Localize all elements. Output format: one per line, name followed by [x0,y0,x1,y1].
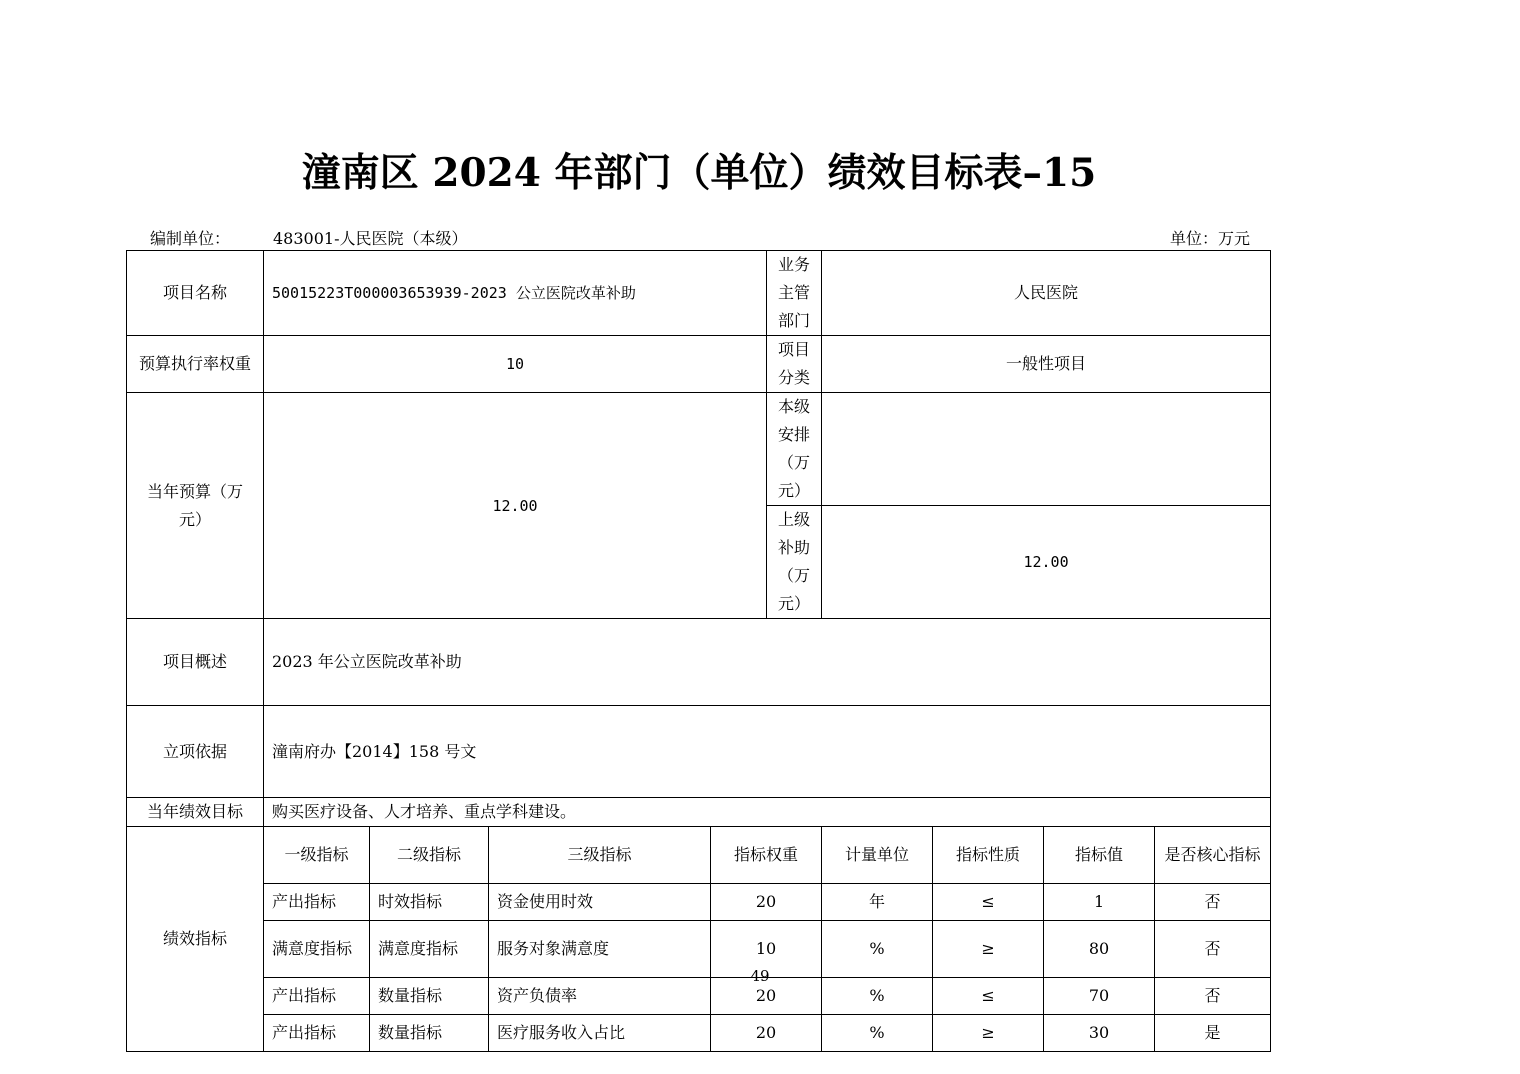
indicator-nature: ≤ [933,978,1044,1015]
indicator-level2: 数量指标 [370,978,489,1015]
document-title: 潼南区 2024 年部门（单位）绩效目标表–15 [301,150,1097,196]
weight-label: 预算执行率权重 [127,336,264,393]
header-weight: 指标权重 [711,827,822,884]
header-core: 是否核心指标 [1155,827,1271,884]
indicators-label: 绩效指标 [127,827,264,1052]
local-value [822,393,1271,506]
indicator-level2: 数量指标 [370,1015,489,1052]
header-level1: 一级指标 [264,827,370,884]
basis-value: 潼南府办【2014】158 号文 [264,706,1271,798]
indicator-level1: 产出指标 [264,978,370,1015]
indicator-value: 1 [1044,884,1155,921]
indicator-core: 否 [1155,978,1271,1015]
indicator-level2: 时效指标 [370,884,489,921]
weight-value: 10 [264,336,767,393]
header-nature: 指标性质 [933,827,1044,884]
performance-table [126,250,1271,1052]
indicator-unit: % [822,1015,933,1052]
project-name-label: 项目名称 [127,251,264,336]
indicator-core: 否 [1155,921,1271,978]
budget-value: 12.00 [264,393,767,619]
header-level3: 三级指标 [489,827,711,884]
currency-label: 单位：万元 [1170,229,1251,248]
indicator-value: 80 [1044,921,1155,978]
indicator-level3: 资金使用时效 [489,884,711,921]
indicator-core: 是 [1155,1015,1271,1052]
category-label: 项目分类 [767,336,822,393]
superior-value: 12.00 [822,506,1271,619]
indicator-nature: ≤ [933,884,1044,921]
indicator-value: 30 [1044,1015,1155,1052]
category-value: 一般性项目 [822,336,1271,393]
page-number: 49 [750,967,770,985]
row-goal [127,798,1271,827]
indicator-level1: 产出指标 [264,884,370,921]
indicator-weight: 20 [711,1015,822,1052]
unit-label: 编制单位： [150,229,231,248]
row-basis [127,706,1271,798]
overview-value: 2023 年公立医院改革补助 [264,619,1271,706]
goal-label: 当年绩效目标 [127,798,264,827]
row-weight [127,336,1271,393]
indicator-unit: % [822,978,933,1015]
indicator-core: 否 [1155,884,1271,921]
indicator-nature: ≥ [933,921,1044,978]
indicator-weight: 20 [711,978,822,1015]
basis-label: 立项依据 [127,706,264,798]
row-budget-local [127,393,1271,506]
local-label: 本级安排（万元） [767,393,822,506]
indicator-weight: 20 [711,884,822,921]
project-name-value: 50015223T000003653939-2023 公立医院改革补助 [264,251,767,336]
indicator-level1: 满意度指标 [264,921,370,978]
indicator-unit: % [822,921,933,978]
indicator-header-row [127,827,1271,884]
indicator-level3: 资产负债率 [489,978,711,1015]
header-level2: 二级指标 [370,827,489,884]
indicator-level3: 医疗服务收入占比 [489,1015,711,1052]
overview-label: 项目概述 [127,619,264,706]
budget-label: 当年预算（万元） [127,393,264,619]
table-row [127,1015,1271,1052]
dept-value: 人民医院 [822,251,1271,336]
table-row [127,884,1271,921]
indicator-unit: 年 [822,884,933,921]
row-overview [127,619,1271,706]
header-value: 指标值 [1044,827,1155,884]
unit-value: 483001-人民医院（本级） [273,229,468,248]
indicator-level2: 满意度指标 [370,921,489,978]
goal-value: 购买医疗设备、人才培养、重点学科建设。 [264,798,1271,827]
row-project-name [127,251,1271,336]
indicator-value: 70 [1044,978,1155,1015]
indicator-level3: 服务对象满意度 [489,921,711,978]
indicator-nature: ≥ [933,1015,1044,1052]
header-unit: 计量单位 [822,827,933,884]
dept-label: 业务主管部门 [767,251,822,336]
indicator-level1: 产出指标 [264,1015,370,1052]
superior-label: 上级补助（万元） [767,506,822,619]
indicator-weight: 10 [711,921,822,978]
